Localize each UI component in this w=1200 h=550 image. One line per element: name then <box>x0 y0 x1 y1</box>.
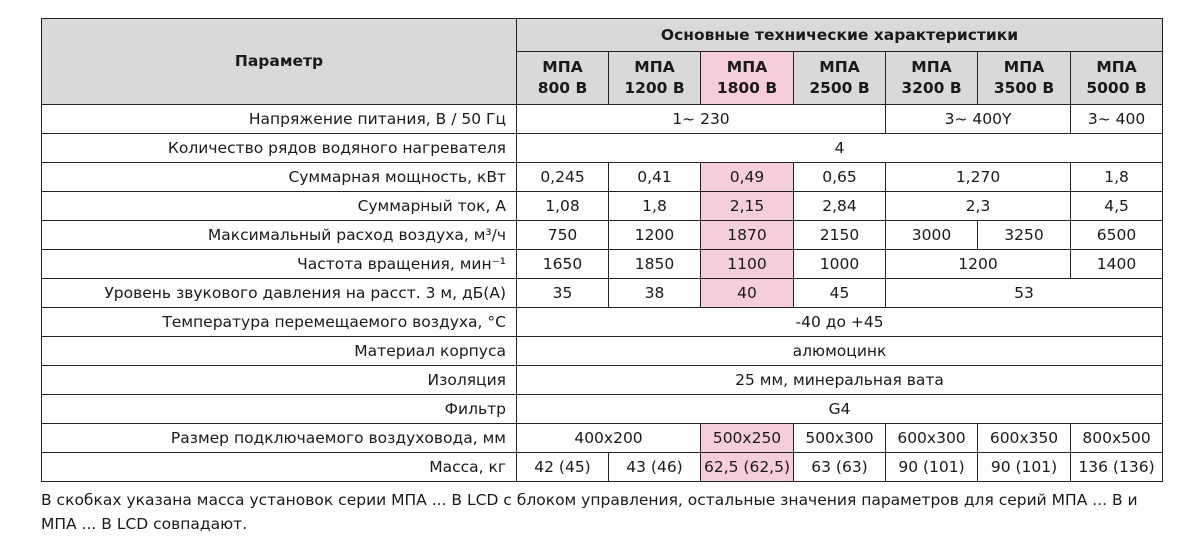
value-cell: 1870 <box>701 221 794 250</box>
value-cell: 42 (45) <box>517 453 609 482</box>
table-row <box>42 279 1163 308</box>
param-name: Фильтр <box>42 395 517 424</box>
model-header: МПА 3500 В <box>978 52 1071 105</box>
value-cell: 1650 <box>517 250 609 279</box>
value-cell: 0,49 <box>701 163 794 192</box>
value-cell: 1200 <box>609 221 701 250</box>
spec-table-body <box>42 105 1163 482</box>
specifications-table <box>41 18 1163 482</box>
table-row <box>42 163 1163 192</box>
value-cell: 500x300 <box>794 424 886 453</box>
param-name: Количество рядов водяного нагревателя <box>42 134 517 163</box>
value-cell: 600x350 <box>978 424 1071 453</box>
value-cell: 136 (136) <box>1071 453 1163 482</box>
value-cell: 1~ 230 <box>517 105 886 134</box>
value-cell: G4 <box>517 395 1163 424</box>
value-cell: 1,270 <box>886 163 1071 192</box>
value-cell: 1200 <box>886 250 1071 279</box>
value-cell: 2,3 <box>886 192 1071 221</box>
model-header: МПА 2500 В <box>794 52 886 105</box>
value-cell: 0,65 <box>794 163 886 192</box>
spec-table-container <box>41 18 1163 482</box>
table-row <box>42 453 1163 482</box>
value-cell: 1000 <box>794 250 886 279</box>
value-cell: 500x250 <box>701 424 794 453</box>
value-cell: 400x200 <box>517 424 701 453</box>
value-cell: 90 (101) <box>978 453 1071 482</box>
value-cell: 2,15 <box>701 192 794 221</box>
table-row <box>42 424 1163 453</box>
table-row <box>42 192 1163 221</box>
value-cell: алюмоцинк <box>517 337 1163 366</box>
value-cell: 53 <box>886 279 1163 308</box>
main-characteristics-header: Основные технические характеристики <box>517 19 1163 52</box>
table-row <box>42 366 1163 395</box>
value-cell: 3000 <box>886 221 978 250</box>
param-name: Максимальный расход воздуха, м³/ч <box>42 221 517 250</box>
table-row <box>42 308 1163 337</box>
value-cell: 38 <box>609 279 701 308</box>
param-name: Напряжение питания, В / 50 Гц <box>42 105 517 134</box>
header-row-main <box>42 19 1163 52</box>
param-name: Материал корпуса <box>42 337 517 366</box>
footnote: В скобках указана масса установок серии МПА ... В LCD с блоком управления, остальные значения параметров для серий МПА ... В и МПА ... В LCD совпадают. <box>41 491 1138 533</box>
value-cell: 3~ 400Y <box>886 105 1071 134</box>
value-cell: 45 <box>794 279 886 308</box>
value-cell: 25 мм, минеральная вата <box>517 366 1163 395</box>
value-cell: 800x500 <box>1071 424 1163 453</box>
table-row <box>42 134 1163 163</box>
value-cell: 40 <box>701 279 794 308</box>
value-cell: 750 <box>517 221 609 250</box>
value-cell: 3250 <box>978 221 1071 250</box>
table-row <box>42 105 1163 134</box>
value-cell: 4 <box>517 134 1163 163</box>
param-name: Масса, кг <box>42 453 517 482</box>
value-cell: 1400 <box>1071 250 1163 279</box>
value-cell: 0,245 <box>517 163 609 192</box>
param-name: Размер подключаемого воздуховода, мм <box>42 424 517 453</box>
table-row <box>42 250 1163 279</box>
value-cell: 2,84 <box>794 192 886 221</box>
model-header: МПА 3200 В <box>886 52 978 105</box>
table-row <box>42 337 1163 366</box>
value-cell: 0,41 <box>609 163 701 192</box>
value-cell: 2150 <box>794 221 886 250</box>
value-cell: 6500 <box>1071 221 1163 250</box>
value-cell: 62,5 (62,5) <box>701 453 794 482</box>
table-row <box>42 395 1163 424</box>
param-name: Суммарный ток, А <box>42 192 517 221</box>
value-cell: 3~ 400 <box>1071 105 1163 134</box>
param-column-header: Параметр <box>42 19 517 105</box>
value-cell: 1,8 <box>1071 163 1163 192</box>
value-cell: 35 <box>517 279 609 308</box>
value-cell: 90 (101) <box>886 453 978 482</box>
param-name: Частота вращения, мин⁻¹ <box>42 250 517 279</box>
model-header: МПА 5000 В <box>1071 52 1163 105</box>
value-cell: 1,08 <box>517 192 609 221</box>
model-header: МПА 1800 В <box>701 52 794 105</box>
value-cell: 4,5 <box>1071 192 1163 221</box>
value-cell: 43 (46) <box>609 453 701 482</box>
param-name: Температура перемещаемого воздуха, °С <box>42 308 517 337</box>
param-name: Изоляция <box>42 366 517 395</box>
table-row <box>42 221 1163 250</box>
model-header: МПА 800 В <box>517 52 609 105</box>
value-cell: 63 (63) <box>794 453 886 482</box>
value-cell: 600x300 <box>886 424 978 453</box>
param-name: Суммарная мощность, кВт <box>42 163 517 192</box>
model-header: МПА 1200 В <box>609 52 701 105</box>
value-cell: 1,8 <box>609 192 701 221</box>
value-cell: 1850 <box>609 250 701 279</box>
value-cell: -40 до +45 <box>517 308 1163 337</box>
param-name: Уровень звукового давления на расст. 3 м, дБ(А) <box>42 279 517 308</box>
value-cell: 1100 <box>701 250 794 279</box>
